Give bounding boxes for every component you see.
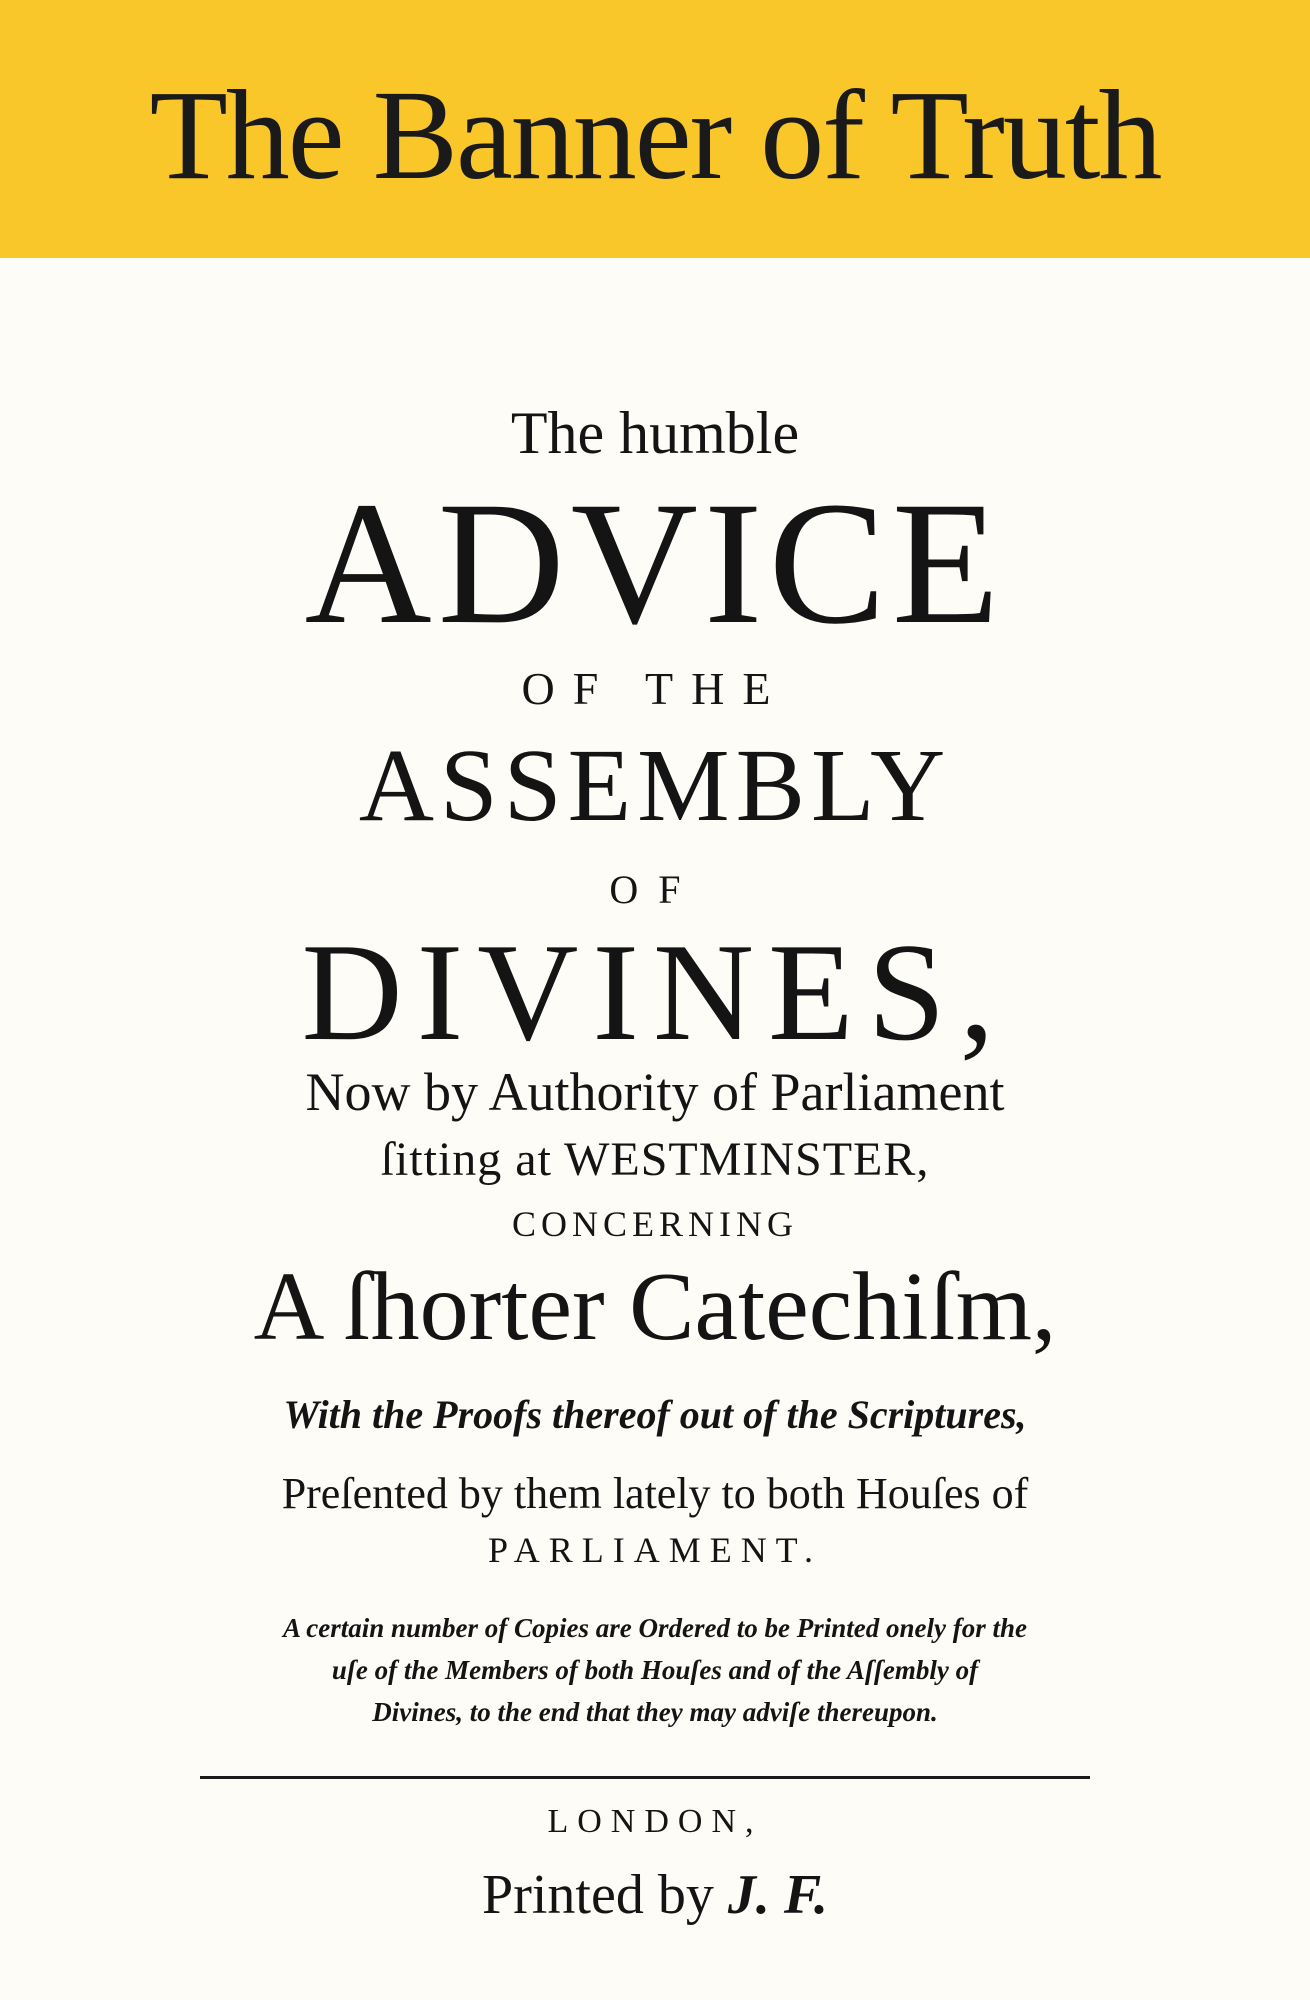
title-line-proofs: With the Proofs thereof out of the Scriptures,: [283, 1392, 1027, 1437]
title-line-westminster: ſitting at WESTMINSTER,: [380, 1133, 930, 1186]
title-line-divines: DIVINES,: [301, 915, 1009, 1070]
imprint-divider-rule: [200, 1776, 1090, 1779]
title-line-the-humble: The humble: [510, 400, 800, 466]
imprint-printer-initials: J. F.: [727, 1864, 828, 1926]
publisher-banner-title: The Banner of Truth: [149, 64, 1161, 206]
title-line-assembly: ASSEMBLY: [358, 728, 952, 843]
title-line-presented: Preſented by them lately to both Houſes of: [281, 1469, 1029, 1518]
title-line-shorter-catechism: A ſhorter Catechiſm,: [253, 1253, 1057, 1361]
title-line-parliament: PARLIAMENT.: [487, 1530, 823, 1570]
imprint-printed-by: Printed by: [482, 1864, 714, 1926]
title-line-advice: ADVICE: [304, 466, 1006, 661]
imprint-place: LONDON,: [547, 1803, 763, 1840]
title-line-of-the: OF THE: [521, 663, 789, 714]
imprint-printer-line: [0, 1862, 1310, 1928]
title-line-authority: Now by Authority of Parliament: [305, 1062, 1005, 1122]
notice-line-3: Divines, to the end that they may adviſe thereupon.: [372, 1697, 938, 1727]
title-line-of: OF: [609, 867, 701, 912]
title-line-concerning: CONCERNING: [511, 1204, 798, 1244]
notice-line-1: A certain number of Copies are Ordered to be Printed onely for the: [283, 1613, 1027, 1643]
publisher-banner: [0, 0, 1310, 258]
notice-line-2: uſe of the Members of both Houſes and of the Aſſembly of: [331, 1655, 979, 1685]
